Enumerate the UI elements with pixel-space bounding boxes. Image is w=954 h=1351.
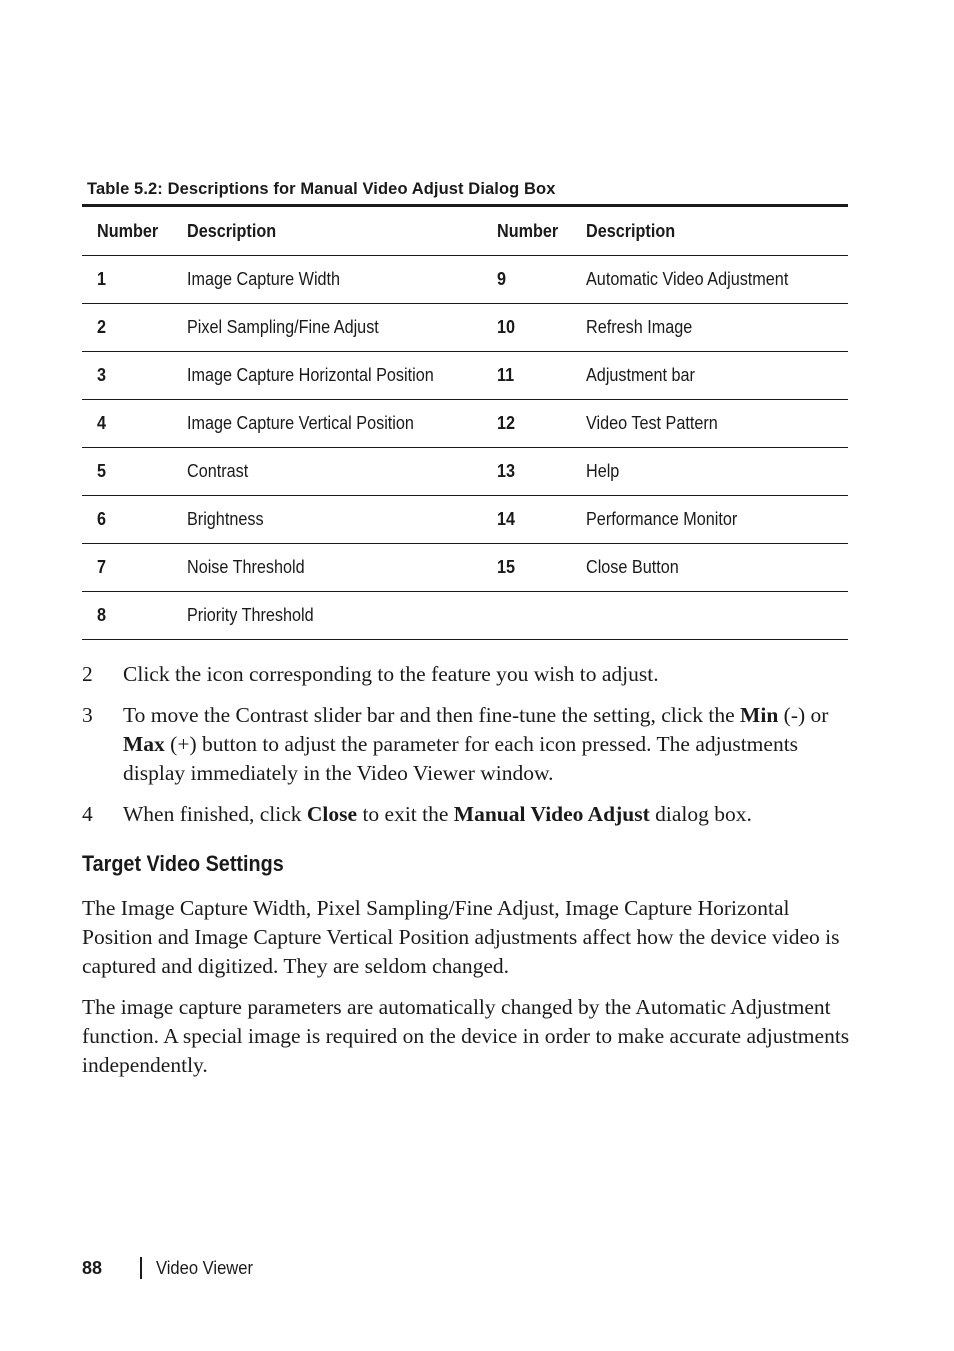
row-number: 9 — [497, 256, 586, 304]
table-row — [82, 256, 848, 304]
row-number: 1 — [82, 256, 187, 304]
paragraph: The image capture parameters are automatically changed by the Automatic Adjustment function. A special image is required on the device in order to make accurate adjustments independently. — [82, 995, 850, 1077]
step-text: Click the icon corresponding to the feature you wish to adjust. — [123, 662, 659, 686]
step-2 — [82, 660, 852, 689]
max-label: Max — [123, 732, 165, 756]
step-4 — [82, 800, 852, 829]
row-description: Adjustment bar — [586, 352, 848, 400]
table-row — [82, 352, 848, 400]
table-row — [82, 400, 848, 448]
table-row — [82, 496, 848, 544]
procedure-steps — [82, 660, 852, 841]
row-description: Image Capture Horizontal Position — [187, 352, 497, 400]
row-number: 11 — [497, 352, 586, 400]
step-number: 3 — [82, 703, 93, 727]
row-description: Close Button — [586, 544, 848, 592]
row-description: Performance Monitor — [586, 496, 848, 544]
row-description: Refresh Image — [586, 304, 848, 352]
row-description: Pixel Sampling/Fine Adjust — [187, 304, 497, 352]
close-label: Close — [306, 802, 358, 826]
table-header-row — [82, 206, 848, 256]
header-number-2: Number — [497, 206, 586, 256]
footer-divider — [140, 1257, 142, 1279]
row-description: Priority Threshold — [187, 592, 497, 640]
row-number: 7 — [82, 544, 187, 592]
row-description: Image Capture Vertical Position — [187, 400, 497, 448]
step-number: 4 — [82, 802, 93, 826]
page-number: 88 — [82, 1257, 103, 1278]
row-number: 5 — [82, 448, 187, 496]
row-description: Contrast — [187, 448, 497, 496]
dialog-name-label: Manual Video Adjust — [453, 802, 650, 826]
paragraph: The Image Capture Width, Pixel Sampling/Fine Adjust, Image Capture Horizontal Position and Image Capture Vertical Position adjustments affect how the device video is captured and digitized. They are seldom changed. — [82, 896, 840, 978]
row-number: 12 — [497, 400, 586, 448]
row-description: Image Capture Width — [187, 256, 497, 304]
row-number: 8 — [82, 592, 187, 640]
row-description: Help — [586, 448, 848, 496]
row-number: 14 — [497, 496, 586, 544]
descriptions-table — [82, 204, 848, 640]
row-description: Automatic Video Adjustment — [586, 256, 848, 304]
step-3 — [82, 701, 852, 788]
row-number: 10 — [497, 304, 586, 352]
table-caption: Table 5.2: Descriptions for Manual Video Adjust Dialog Box — [87, 180, 556, 198]
table-row — [82, 592, 848, 640]
row-description: Noise Threshold — [187, 544, 497, 592]
header-description-2: Description — [586, 206, 848, 256]
row-number: 15 — [497, 544, 586, 592]
row-number: 13 — [497, 448, 586, 496]
row-number — [497, 592, 586, 640]
step-text: When finished, click Close to exit the Manual Video Adjust dialog box. — [123, 802, 752, 826]
row-description: Video Test Pattern — [586, 400, 848, 448]
header-number-1: Number — [82, 206, 187, 256]
step-number: 2 — [82, 662, 93, 686]
table-row — [82, 304, 848, 352]
row-number: 4 — [82, 400, 187, 448]
table-row — [82, 448, 848, 496]
row-number: 2 — [82, 304, 187, 352]
section-title: Target Video Settings — [82, 851, 284, 876]
chapter-name: Video Viewer — [155, 1257, 253, 1278]
step-text: To move the Contrast slider bar and then fine-tune the setting, click the Min (-) or Max (+) button to adjust the parameter for each icon pressed. The adjustments display immediately in the Video Viewer window. — [123, 703, 829, 785]
row-description — [586, 592, 848, 640]
header-description-1: Description — [187, 206, 497, 256]
section-body — [82, 894, 850, 1092]
row-description: Brightness — [187, 496, 497, 544]
table-row — [82, 544, 848, 592]
row-number: 6 — [82, 496, 187, 544]
min-label: Min — [740, 703, 779, 727]
page-footer — [82, 1257, 261, 1279]
row-number: 3 — [82, 352, 187, 400]
